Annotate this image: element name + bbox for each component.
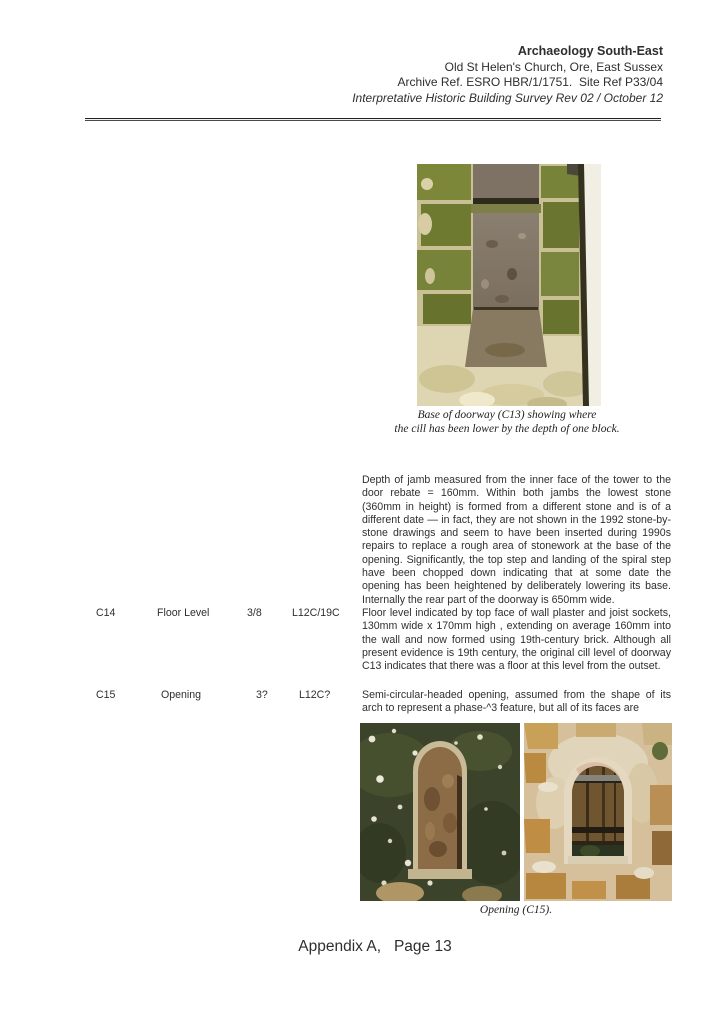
doorway-base-photo-illustration	[417, 164, 601, 406]
caption-opening: Opening (C15).	[479, 904, 553, 916]
caption-line-2: the cill has been lower by the depth of one block.	[394, 422, 620, 435]
header-divider-rule	[85, 118, 661, 121]
entry-c15-feature: Opening	[161, 689, 202, 701]
entry-c15-description: Semi-circular-headed opening, assumed from the shape of its arch to represent a phase-^3 feature, but all of its faces are	[362, 689, 671, 715]
header-archive-ref: Archive Ref. ESRO HBR/1/1751. Site Ref P33/04	[397, 75, 663, 89]
doorway-base-photo	[417, 164, 601, 406]
header-site: Old St Helen's Church, Ore, East Sussex	[444, 59, 663, 74]
entry-c15-phase: 3?	[256, 689, 268, 701]
header-survey-title: Interpretative Historic Building Survey Rev 02 / October 12	[352, 90, 663, 105]
entry-c14-date: L12C/19C	[292, 607, 340, 619]
bottom-figure-caption	[386, 904, 646, 918]
entry-c14-feature: Floor Level	[157, 607, 210, 619]
opening-c15-plasterwall-illustration	[524, 723, 672, 901]
page-footer: Appendix A, Page 13	[298, 938, 452, 955]
top-figure-caption	[377, 409, 637, 436]
entry-c14-description: Floor level indicated by top face of wall plaster and joist sockets, 130mm wide x 170mm high , extending on average 160mm into the wall and now formed using 19th-century brick. Although all present evidence is 19th century, the original cill level of doorway C13 indicates that there was a floor at this level from the outset.	[362, 607, 671, 673]
entry-c13-description: Depth of jamb measured from the inner face of the tower to the door rebate = 160mm. Within both jambs the lowest stone (360mm in height) is formed from a different stone and is of a different date — in fact, they are not shown in the 1992 stone-by-stone drawings and seem to have been inserted during 1990s repairs to replace a rough area of stonework at the base of the opening. Significantly, the top step and landing of the spiral step have been chopped down indicating that at some date the opening has been heightened by deliberately lowering its base. Internally the rear part of the doorway is 650mm wide.	[362, 474, 671, 606]
page-header	[352, 44, 663, 106]
opening-c15-plasterwall-photo	[524, 723, 672, 901]
entry-c14-phase: 3/8	[247, 607, 262, 619]
opening-c15-darkwall-illustration	[360, 723, 520, 901]
entry-c14-id: C14	[96, 607, 116, 619]
caption-line-1: Base of doorway (C13) showing where	[417, 409, 597, 421]
lowered-cill-area	[465, 309, 547, 367]
opening-c15-darkwall-photo	[360, 723, 520, 901]
entry-c15-id: C15	[96, 689, 116, 701]
interior-timbers	[570, 767, 626, 857]
header-organisation: Archaeology South-East	[517, 44, 663, 58]
entry-c15-date: L12C?	[299, 689, 331, 701]
